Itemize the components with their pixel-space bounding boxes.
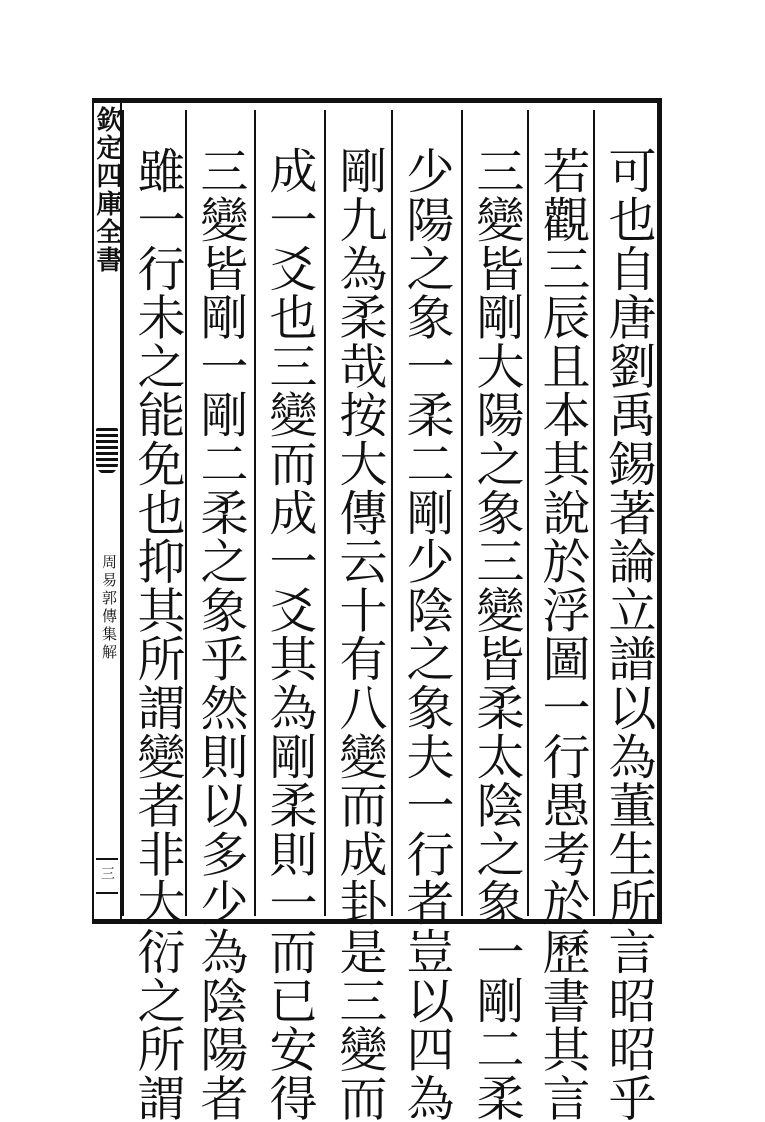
column-text: 少陽之象一柔二剛少陰之象夫一行者豈以四為 xyxy=(398,146,454,1122)
book-title: 周易郭傳集解 xyxy=(100,554,118,662)
column-text: 若觀三辰且本其說於浮圖一行愚考於歷書其言 xyxy=(534,146,590,1122)
folio-number: 三 xyxy=(99,866,115,880)
column-text: 雖一行未之能免也抑其所謂變者非大衍之所謂 xyxy=(129,146,185,1122)
text-column-3 xyxy=(461,110,527,1122)
column-text: 成一爻也三變而成一爻其為剛柔則一而已安得 xyxy=(261,146,317,1122)
folio-mark xyxy=(96,858,118,894)
text-column-1 xyxy=(593,110,659,1122)
fish-tail-ornament xyxy=(96,428,118,474)
library-title: 欽定四庫全書 xyxy=(92,106,122,274)
column-text: 剛九為柔哉按大傳云十有八變而成卦是三變而 xyxy=(331,146,387,1122)
text-column-7 xyxy=(185,110,251,1122)
text-column-4 xyxy=(391,110,457,1122)
text-column-2 xyxy=(527,110,593,1122)
text-column-8 xyxy=(122,110,188,1122)
column-text: 三變皆剛大陽之象三變皆柔太陰之象一剛二柔 xyxy=(468,146,524,1122)
text-column-6 xyxy=(254,110,320,1122)
text-column-5 xyxy=(324,110,390,1122)
column-text: 可也自唐劉禹錫著論立譜以為董生所言昭昭乎 xyxy=(600,146,656,1122)
margin-strip xyxy=(92,98,122,924)
column-text: 三變皆剛一剛二柔之象乎然則以多少為陰陽者 xyxy=(192,146,248,1122)
